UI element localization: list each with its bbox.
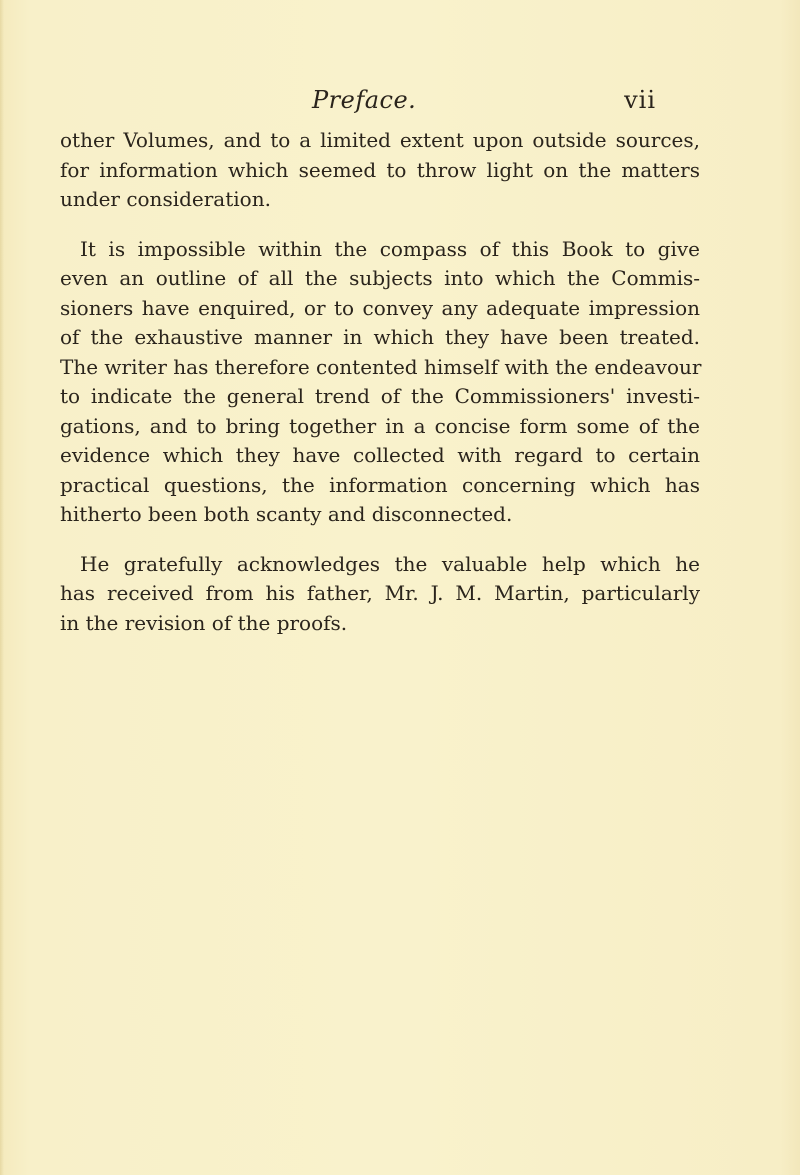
- text-line: evidence which they have collected with regard to certain: [60, 443, 700, 467]
- text-line: He gratefully acknowledges the valuable help which he: [80, 551, 700, 576]
- paragraph: [60, 126, 700, 215]
- paragraph: [60, 235, 700, 530]
- text-line: hitherto been both scanty and disconnected.: [60, 502, 513, 526]
- text-line: under consideration.: [60, 187, 271, 211]
- text-line: practical questions, the information concerning which has: [60, 472, 700, 497]
- running-title: Preface.: [312, 86, 417, 114]
- text-line: gations, and to bring together in a concise form some of the: [60, 413, 700, 438]
- page-header: [60, 86, 680, 116]
- text-line: to indicate the general trend of the Commissioners' investi-: [60, 384, 700, 408]
- text-line: even an outline of all the subjects into which the Commis-: [60, 266, 700, 290]
- paragraph: [60, 550, 700, 639]
- body-text: [60, 126, 700, 638]
- text-line: other Volumes, and to a limited extent upon outside sources,: [60, 128, 700, 152]
- text-line: sioners have enquired, or to convey any adequate impression: [60, 295, 700, 320]
- text-line: in the revision of the proofs.: [60, 610, 348, 635]
- text-line: It is impossible within the compass of this Book to give: [80, 236, 700, 261]
- text-line: The writer has therefore contented himself with the endeavour: [60, 354, 702, 379]
- text-line: has received from his father, Mr. J. M. Martin, particularly: [60, 581, 700, 605]
- text-line: of the exhaustive manner in which they have been treated.: [60, 325, 700, 349]
- page-number: vii: [624, 86, 656, 114]
- text-line: for information which seemed to throw light on the matters: [60, 157, 700, 182]
- page-edge: [0, 0, 4, 1175]
